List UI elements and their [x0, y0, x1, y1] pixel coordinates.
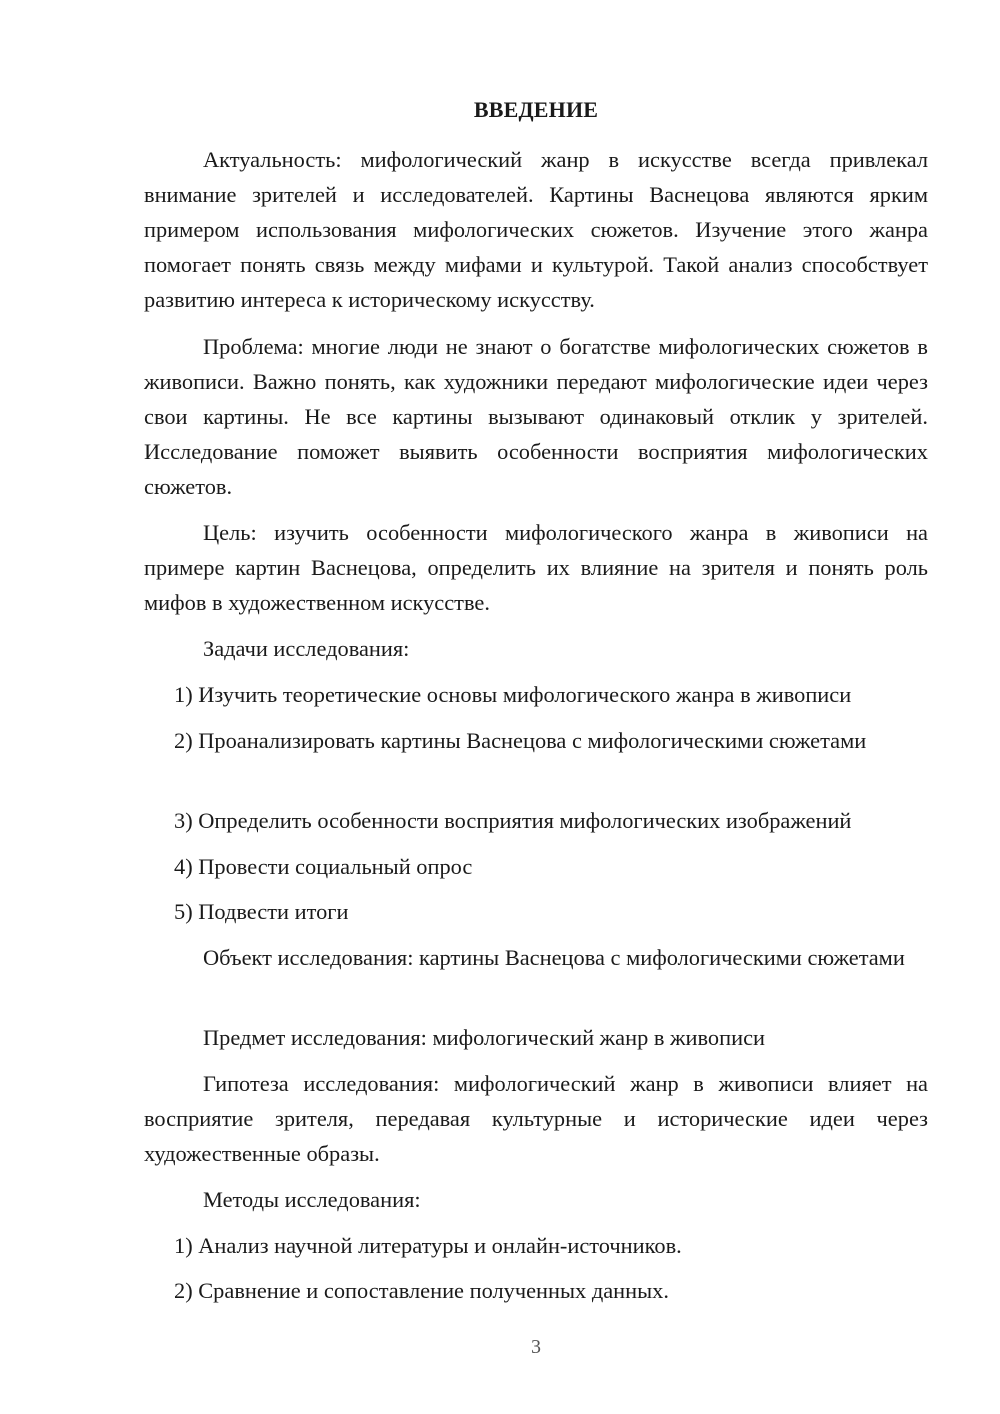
paragraph-relevance: Актуальность: мифологический жанр в искусстве всегда привлекал внимание зрителей и исследователей. Картины Васнецова являются ярким примером использования мифологических сюжетов. Изучение этого жанра помогает понять связь между мифами и культурой. Такой анализ способствует развитию интереса к историческому искусству.: [144, 147, 928, 312]
methods-heading: Методы исследования:: [203, 1187, 421, 1212]
paragraph-goal: Цель: изучить особенности мифологического жанра в живописи на примере картин Васнецова, определить их влияние на зрителя и понять роль мифов в художественном искусстве.: [144, 520, 928, 615]
method-item-1: 1) Анализ научной литературы и онлайн-источников.: [174, 1233, 682, 1258]
task-item-2: 2) Проанализировать картины Васнецова с мифологическими сюжетами: [174, 728, 867, 753]
page-number: 3: [531, 1336, 541, 1358]
paragraph-object: Объект исследования: картины Васнецова с мифологическими сюжетами: [203, 945, 905, 970]
tasks-heading: Задачи исследования:: [203, 636, 410, 661]
task-item-1: 1) Изучить теоретические основы мифологического жанра в живописи: [174, 682, 852, 707]
method-item-2: 2) Сравнение и сопоставление полученных данных.: [174, 1278, 669, 1303]
task-item-5: 5) Подвести итоги: [174, 899, 349, 924]
paragraph-problem: Проблема: многие люди не знают о богатстве мифологических сюжетов в живописи. Важно понять, как художники передают мифологические идеи через свои картины. Не все картины вызывают одинаковый отклик у зрителей. Исследование поможет выявить особенности восприятия мифологических сюжетов.: [144, 334, 928, 499]
task-item-4: 4) Провести социальный опрос: [174, 854, 473, 879]
paragraph-hypothesis: Гипотеза исследования: мифологический жанр в живописи влияет на восприятие зрителя, передавая культурные и исторические идеи через художественные образы.: [144, 1071, 928, 1166]
paragraph-subject: Предмет исследования: мифологический жанр в живописи: [203, 1025, 765, 1050]
task-item-3: 3) Определить особенности восприятия мифологических изображений: [174, 808, 852, 833]
section-title: ВВЕДЕНИЕ: [473, 97, 599, 122]
